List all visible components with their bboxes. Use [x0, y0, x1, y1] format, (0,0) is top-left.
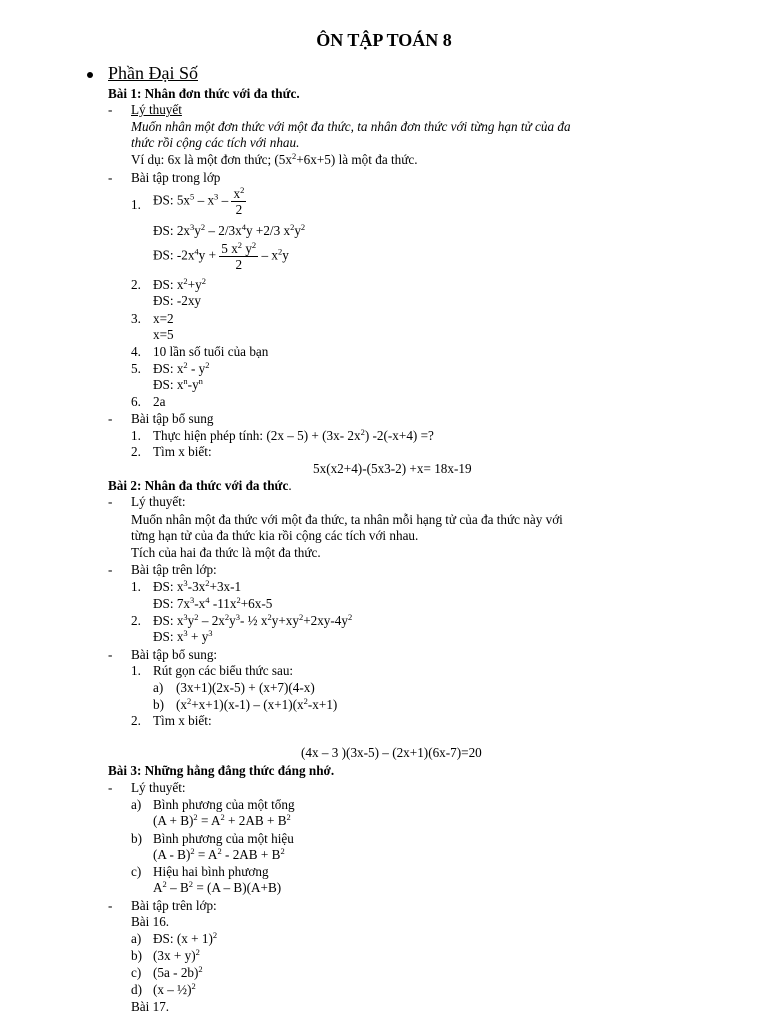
bai16-a: ĐS: $(x + 1)^2$ [153, 930, 218, 946]
bai1-bt-trong-lop: Bài tập trong lớp [131, 170, 221, 185]
bai16-c: (5a - 2b)$^2$ [153, 964, 203, 980]
bai3-heading: Bài 3: Những hằng đẳng thức đáng nhớ. [108, 763, 335, 778]
item-number: 1. [131, 428, 141, 443]
bai1-heading: Bài 1: Nhân đơn thức với đa thức. [108, 86, 300, 101]
item-number: 5. [131, 361, 141, 376]
bai1-example: Ví dụ: 6x là một đơn thức; $(5x^2+6x+5)$ là một đa thức. [131, 151, 418, 167]
item-number: 2. [131, 713, 141, 728]
dash-8: - [108, 898, 113, 913]
answer-1c: ĐS: $-2x^4y$ + $\frac{5 x^2 y^2}{2}$ – $x^2y$ [153, 240, 289, 272]
bai1-bs2-equation: 5x(x2+4)-(5x3-2) +x= 18x-19 [313, 461, 472, 476]
bai2-theory-1: Muốn nhân một đa thức với một đa thức, ta nhân mỗi hạng tử của đa thức này với [131, 512, 563, 527]
item-number: 2. [131, 444, 141, 459]
item-number: 2. [131, 613, 141, 628]
dash-2: - [108, 170, 113, 185]
bai16-d: (x – ½)$^2$ [153, 981, 196, 997]
sub-label: a) [131, 797, 142, 812]
bai2-theory-3: Tích của hai đa thức là một đa thức. [131, 545, 321, 560]
bai1-theory-1: Muốn nhân một đơn thức với một đa thức, ta nhân đơn thức với từng hạn tử của đa [131, 119, 571, 134]
bai3-b-formula: $(A - B)^2 = A^2 - 2AB + B^2$ [153, 846, 285, 862]
bai2-expr-a: (3x+1)(2x-5) + (x+7)(4-x) [176, 680, 315, 695]
bai2-answer-1a: ĐS: $x^3-3x^2+3x-1$ [153, 578, 242, 594]
sub-label: c) [131, 864, 142, 879]
bai2-answer-2b: ĐS: $x^3 + y^3$ [153, 628, 213, 644]
bai2-ly-thuyet: Lý thuyết: [131, 494, 186, 509]
bai3-ly-thuyet: Lý thuyết: [131, 780, 186, 795]
bai2-heading: Bài 2: Nhân đa thức với đa thức. [108, 478, 292, 493]
item-number: 2. [131, 277, 141, 292]
dash-1: - [108, 102, 113, 117]
dash-6: - [108, 647, 113, 662]
bai1-bs1: Thực hiện phép tính: (2x – 5) + (3x- $2x^2$) -2(-x+4) =? [153, 427, 434, 443]
answer-3a: x=2 [153, 311, 174, 326]
item-number: 1. [131, 579, 141, 594]
bai2-tim-x: Tìm x biết: [153, 713, 212, 728]
sub-label: b) [153, 697, 164, 712]
bullet-icon [87, 72, 93, 78]
answer-6: 2a [153, 394, 166, 409]
dash-5: - [108, 562, 113, 577]
answer-5b: ĐS: $x^n-y^n$ [153, 376, 203, 392]
sub-label: b) [131, 948, 142, 963]
bai3-a-label: Bình phương của một tổng [153, 797, 295, 812]
bai1-bs2: Tìm x biết: [153, 444, 212, 459]
part-heading: Phần Đại Số [108, 63, 198, 83]
dash-4: - [108, 494, 113, 509]
bai2-answer-2a: ĐS: $x^3y^2 - 2x^2y^3-$ ½ $x^2y+xy^2+2xy-4y^2$ [153, 612, 353, 628]
bai3-bai16: Bài 16. [131, 914, 170, 929]
sub-label: a) [131, 931, 142, 946]
sub-label: d) [131, 982, 142, 997]
answer-4: 10 lần số tuổi của bạn [153, 344, 269, 359]
bai1-bt-bo-sung: Bài tập bổ sung [131, 411, 214, 426]
answer-2b: ĐS: -2xy [153, 293, 202, 308]
sub-label: b) [131, 831, 142, 846]
item-number: 1. [131, 197, 141, 212]
dash-3: - [108, 411, 113, 426]
answer-1a: ĐS: $5x^5 - x^3$ – $\frac{x^2}{2}$ [153, 185, 245, 217]
bai2-theory-2: từng hạn tử của đa thức kia rồi cộng các tích với nhau. [131, 528, 419, 543]
bai3-c-label: Hiệu hai bình phương [153, 864, 269, 879]
bai1-theory-2: thức rồi cộng các tích với nhau. [131, 135, 300, 150]
item-number: 1. [131, 663, 141, 678]
item-number: 6. [131, 394, 141, 409]
bai2-bt-bo-sung: Bài tập bổ sung: [131, 647, 218, 662]
bai2-answer-1b: ĐS: $7x^3-x^4$ $-11x^2+6x-5$ [153, 595, 273, 611]
bai2-expr-b: $(x^2+x+1)(x-1) - (x+1)(x^2-x+1)$ [176, 696, 338, 712]
answer-3b: x=5 [153, 327, 174, 342]
answer-2a: ĐS: $x^2+y^2$ [153, 276, 206, 292]
sub-label: a) [153, 680, 164, 695]
answer-1b: ĐS: $2x^3y^2 - 2/3x^4y +2/3$ $x^2y^2$ [153, 222, 306, 238]
page-title: ÔN TẬP TOÁN 8 [316, 30, 452, 50]
bai16-b: $(3x + y)^2$ [153, 947, 200, 963]
bai1-ly-thuyet: Lý thuyết [131, 102, 182, 117]
bai3-b-label: Bình phương của một hiệu [153, 831, 294, 846]
item-number: 3. [131, 311, 141, 326]
bai3-bai17: Bài 17. [131, 999, 170, 1014]
bai2-bt-tren-lop: Bài tập trên lớp: [131, 562, 217, 577]
item-number: 4. [131, 344, 141, 359]
bai3-bt-tren-lop: Bài tập trên lớp: [131, 898, 217, 913]
bai2-equation: (4x – 3 )(3x-5) – (2x+1)(6x-7)=20 [301, 745, 482, 760]
answer-5a: ĐS: $x^2 - y^2$ [153, 360, 210, 376]
dash-7: - [108, 780, 113, 795]
bai3-a-formula: $(A + B)^2 = A^2 + 2AB + B^2$ [153, 812, 291, 828]
bai2-rut-gon: Rút gọn các biểu thức sau: [153, 663, 294, 678]
bai3-c-formula: $A^2 - B^2 = (A - B)(A+B)$ [153, 879, 282, 895]
sub-label: c) [131, 965, 142, 980]
